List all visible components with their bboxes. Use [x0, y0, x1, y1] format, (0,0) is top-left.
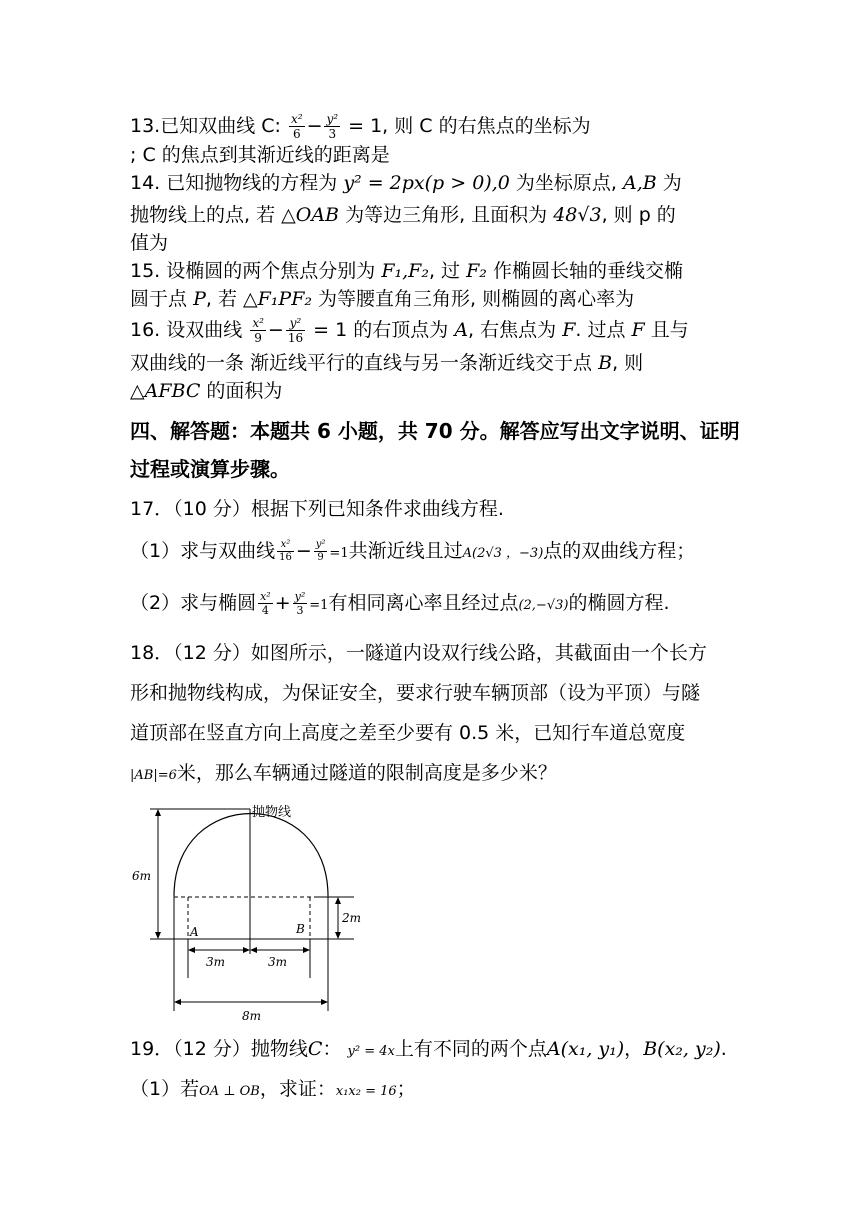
- fraction: $\frac{\text{y²}}{16}$: [287, 316, 304, 345]
- q13-line1: 13.已知双曲线 C: $\frac{\text{x²}}{6}$ − $\frac{\text{y²}}{3}$ = 1, 则 C 的右焦点的坐标为: [130, 112, 591, 141]
- q18-line3: 道顶部在竖直方向上高度之差至少要有 0.5 米，已知行车道总宽度: [130, 722, 686, 744]
- fraction: $\frac{\text{x²}}{6}$: [290, 112, 303, 141]
- q17-part1: （1）求与双曲线 $\frac{\text{x²}}{16}$ − $\frac{\text{y²}}{9}$ =1共渐近线且过A(2√3 ，−3)点的双曲线方程；: [130, 539, 696, 563]
- point-a-label: A: [190, 925, 199, 939]
- tunnel-figure: [126, 796, 366, 1026]
- q19-line1: 19．（12 分）抛物线C： y² = 4x上有不同的两个点A(x₁, y₁)，B(x₂, y₂).: [130, 1038, 727, 1060]
- section-heading-cont: 过程或演算步骤。: [130, 457, 290, 481]
- height-2m-label: 2m: [342, 911, 362, 925]
- width-3m-left-label: 3m: [206, 955, 226, 969]
- q14-line1: 14. 已知抛物线的方程为 y² = 2px(p > 0),0 为坐标原点, A,B 为: [130, 172, 682, 194]
- q17-part2: （2）求与椭圆 $\frac{\text{x²}}{4}$ + $\frac{\text{y²}}{3}$ =1有相同离心率且经过点(2,−√3)的椭圆方程.: [130, 590, 670, 617]
- q17-title: 17．（10 分）根据下列已知条件求曲线方程.: [130, 498, 504, 520]
- q13-line2: ; C 的焦点到其渐近线的距离是: [130, 144, 390, 166]
- q15-line2: 圆于点 P, 若 △F₁PF₂ 为等腰直角三角形, 则椭圆的离心率为: [130, 288, 635, 310]
- parabola-label: 抛物线: [252, 805, 292, 820]
- q16-line1: 16. 设双曲线 $\frac{\text{x²}}{9}$ − $\frac{\text{y²}}{16}$ = 1 的右顶点为 A, 右焦点为 F. 过点 F 且与: [130, 316, 689, 345]
- q16-line2: 双曲线的一条 渐近线平行的直线与另一条渐近线交于点 B, 则: [130, 352, 644, 374]
- width-8m-label: 8m: [242, 1009, 262, 1023]
- section-heading: 四、解答题：本题共 6 小题，共 70 分。解答应写出文字说明、证明: [130, 419, 740, 443]
- fraction: $\frac{\text{y²}}{3}$: [326, 112, 339, 141]
- q19-part1: （1）若OA ⊥ OB，求证：x₁x₂ = 16；: [130, 1078, 416, 1100]
- q18-line1: 18．（12 分）如图所示，一隧道内设双行线公路，其截面由一个长方: [130, 642, 707, 664]
- q15-line1: 15. 设椭圆的两个焦点分别为 F₁,F₂, 过 F₂ 作椭圆长轴的垂线交椭: [130, 260, 683, 282]
- q14-line2: 抛物线上的点, 若 △OAB 为等边三角形, 且面积为 48√3, 则 p 的: [130, 204, 676, 226]
- width-3m-right-label: 3m: [268, 955, 288, 969]
- point-b-label: B: [296, 922, 305, 936]
- q18-line4: |AB|=6米，那么车辆通过隧道的限制高度是多少米？: [130, 762, 557, 784]
- fraction: $\frac{\text{x²}}{9}$: [252, 316, 264, 345]
- height-6m-label: 6m: [132, 869, 152, 883]
- q16-line3: △AFBC 的面积为: [130, 380, 283, 402]
- q14-line3: 值为: [130, 232, 169, 254]
- q18-line2: 形和抛物线构成，为保证安全，要求行驶车辆顶部（设为平顶）与隧: [130, 682, 701, 704]
